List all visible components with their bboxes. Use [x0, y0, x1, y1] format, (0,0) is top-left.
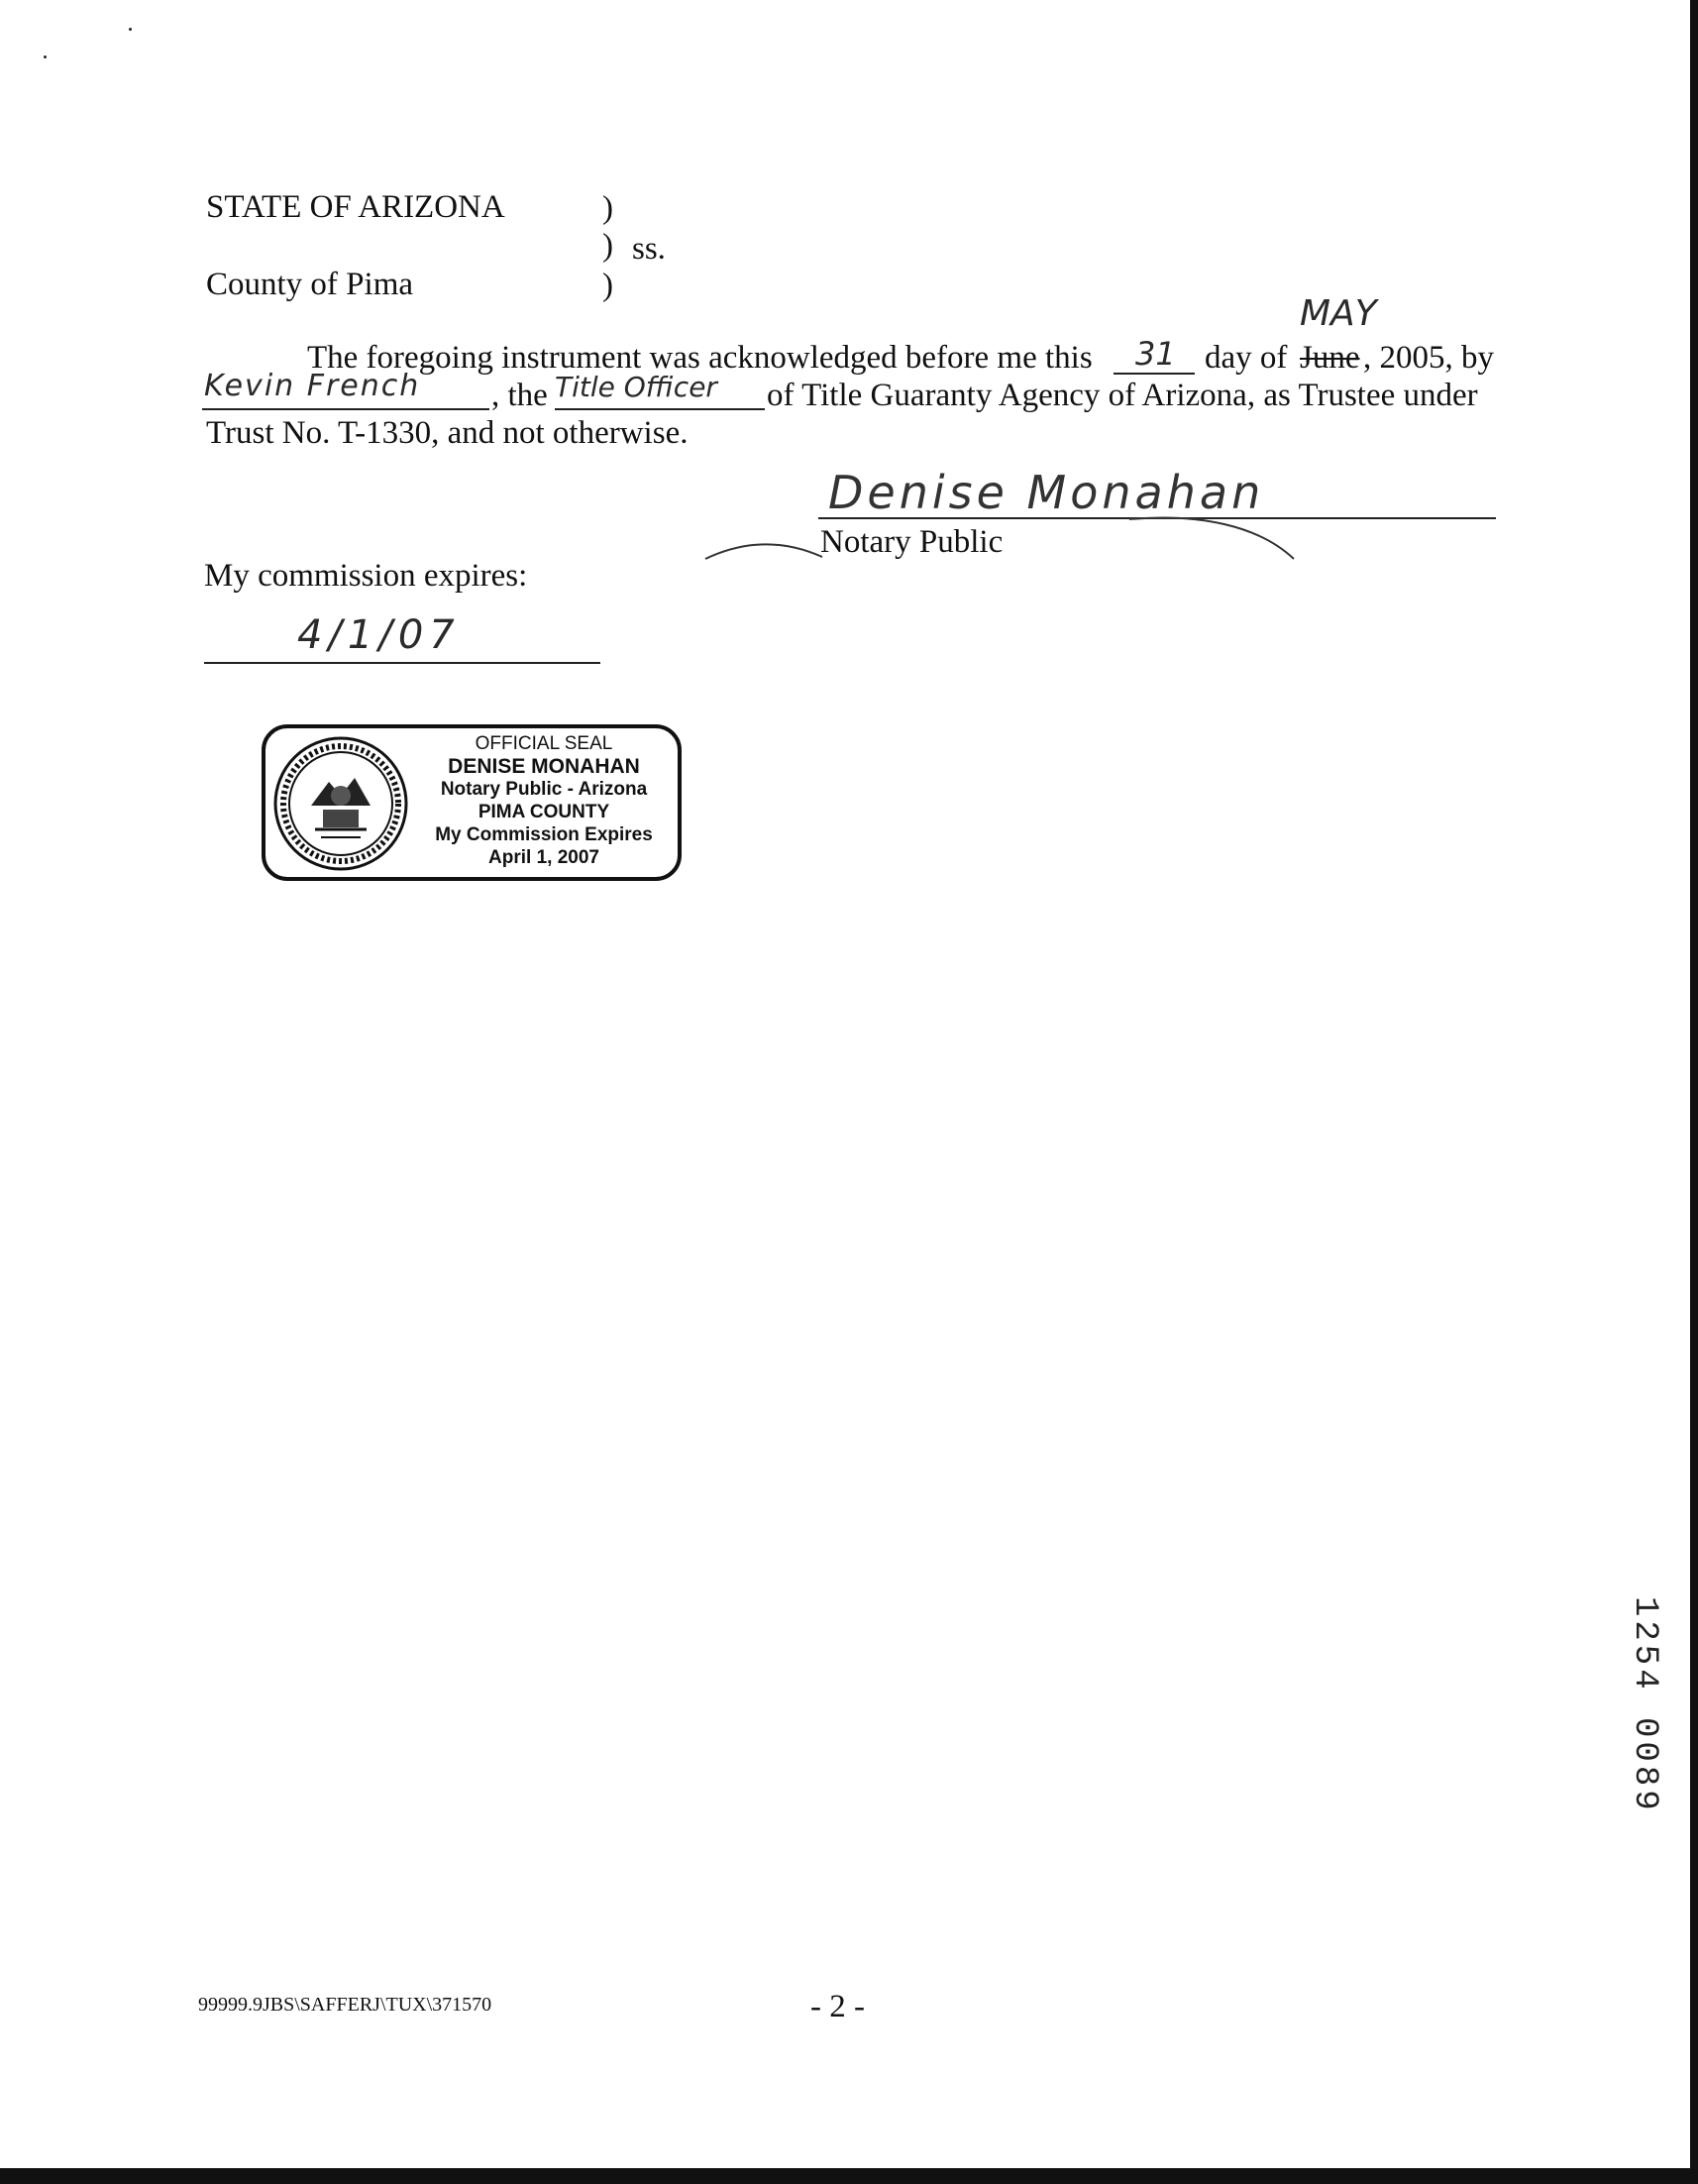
seal-line-expires-date: April 1, 2007 [488, 847, 599, 868]
scan-speck [129, 28, 132, 31]
official-seal-stamp [262, 724, 682, 881]
handwritten-day: 31 [1135, 335, 1176, 373]
handwritten-title: Title Officer [555, 371, 717, 403]
scan-edge-right [1690, 0, 1698, 2184]
venue-paren-2: ) [602, 228, 613, 264]
commission-label: My commission expires: [204, 558, 528, 594]
recording-number-stamp: 1254 0089 [1626, 1596, 1663, 1814]
seal-line-notary-state: Notary Public - Arizona [440, 779, 648, 800]
ack-line3-text: Trust No. T-1330, and not otherwise. [206, 415, 689, 451]
ack-line1-text: The foregoing instrument was acknowledged before me this [307, 340, 1093, 376]
ack-line2-text: of Title Guaranty Agency of Arizona, as Trustee under [767, 378, 1478, 413]
ack-month-struck: June [1300, 340, 1360, 376]
venue-paren-1: ) [602, 190, 613, 226]
notary-signature: Denise Monahan [828, 466, 1265, 519]
ack-the: , the [491, 378, 548, 413]
handwritten-commission-date: 4/1/07 [297, 612, 461, 658]
footer-page-number: - 2 - [810, 1989, 865, 2024]
venue-paren-3: ) [602, 268, 613, 303]
state-seal-emblem-icon [271, 734, 410, 873]
handwritten-name: Kevin French [204, 369, 421, 403]
venue-county: County of Pima [206, 267, 414, 302]
footer-document-code: 99999.9JBS\SAFFERJ\TUX\371570 [198, 1994, 492, 2016]
venue-ss: ss. [632, 231, 666, 267]
seal-line-notary-name: DENISE MONAHAN [448, 755, 640, 778]
ack-day-of: day of [1205, 340, 1288, 376]
handwritten-month: MAY [1300, 293, 1377, 334]
ack-year-by: , 2005, by [1363, 340, 1494, 376]
venue-state: STATE OF ARIZONA [206, 189, 505, 225]
seal-line-county: PIMA COUNTY [478, 802, 610, 822]
seal-line-expires-label: My Commission Expires [435, 824, 653, 845]
seal-line-official-seal: OFFICIAL SEAL [475, 733, 613, 754]
notary-public-label: Notary Public [820, 524, 1004, 560]
scan-edge-bottom [0, 2168, 1698, 2184]
scan-speck [44, 55, 47, 58]
